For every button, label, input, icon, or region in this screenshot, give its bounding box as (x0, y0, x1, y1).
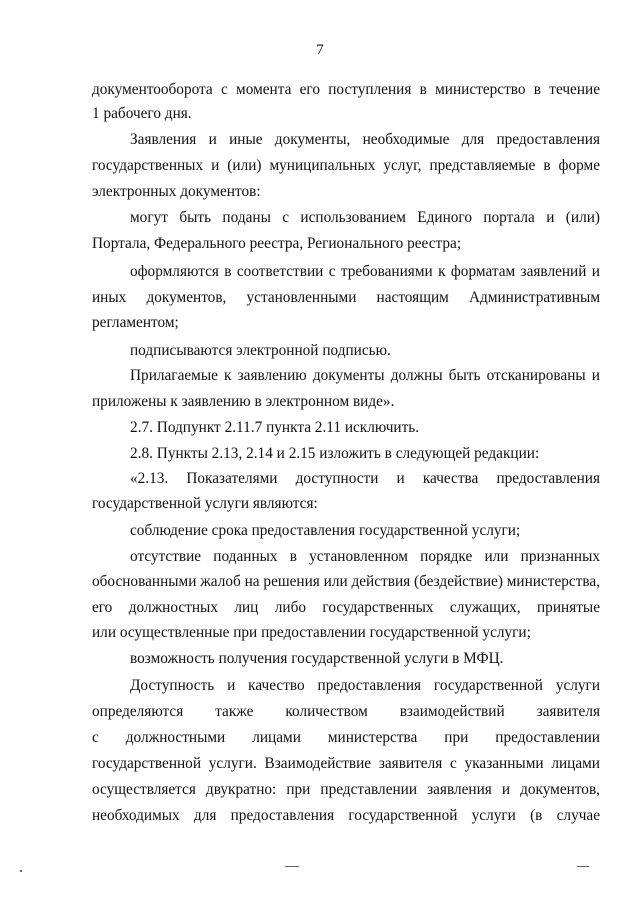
text-line: иных документов, установленными настоящим Административным (92, 289, 600, 306)
text-line: оформляются в соответствии с требованиями к форматам заявлений и (130, 263, 600, 280)
text-line: государственной услуги являются: (92, 495, 318, 512)
text-line: Портала, Федерального реестра, Регионального реестра; (92, 235, 462, 252)
text-line: 1 рабочего дня. (92, 105, 192, 122)
text-line: обоснованными жалоб на решения или действия (бездействие) министерства, (92, 573, 601, 590)
scan-speck (577, 866, 589, 867)
text-line: документооборота с момента его поступления в министерство в течение (92, 81, 600, 98)
text-line: необходимых для предоставления государственной услуги (в случае (92, 807, 600, 824)
text-line: Заявления и иные документы, необходимые для предоставления (130, 131, 600, 148)
text-line: его должностных лиц либо государственных служащих, принятые (92, 599, 600, 616)
text-line: регламентом; (92, 314, 179, 331)
text-line: Прилагаемые к заявлению документы должны быть отсканированы и (130, 367, 600, 384)
scan-speck (285, 866, 299, 867)
text-line: подписываются электронной подписью. (130, 342, 391, 359)
text-line: приложены к заявлению в электронном виде». (92, 393, 395, 410)
text-line: могут быть поданы с использованием Единого портала и (или) (130, 209, 600, 226)
text-line: возможность получения государственной услуги в МФЦ. (130, 650, 504, 667)
text-line: или осуществленные при предоставлении государственной услуги; (92, 624, 531, 641)
text-line: Доступность и качество предоставления государственной услуги (130, 677, 600, 694)
text-line: государственной услуги. Взаимодействие заявителя с указанными лицами (92, 755, 600, 772)
text-line: государственных и (или) муниципальных услуг, представляемые в форме (92, 157, 600, 174)
text-line: с должностными лицами министерства при предоставлении (92, 729, 600, 746)
page-number: 7 (316, 42, 324, 58)
scan-speck (20, 870, 22, 872)
text-line: «2.13. Показателями доступности и качества предоставления (130, 470, 600, 487)
text-line: электронных документов: (92, 183, 261, 200)
text-line: отсутствие поданных в установленном порядке или признанных (130, 548, 600, 565)
text-line: 2.8. Пункты 2.13, 2.14 и 2.15 изложить в следующей редакции: (130, 445, 540, 462)
text-line: определяются также количеством взаимодействий заявителя (92, 703, 600, 720)
text-line: соблюдение срока предоставления государственной услуги; (130, 522, 521, 539)
text-line: осуществляется двукратно: при представлении заявления и документов, (92, 781, 600, 798)
text-line: 2.7. Подпункт 2.11.7 пункта 2.11 исключить. (130, 419, 420, 436)
